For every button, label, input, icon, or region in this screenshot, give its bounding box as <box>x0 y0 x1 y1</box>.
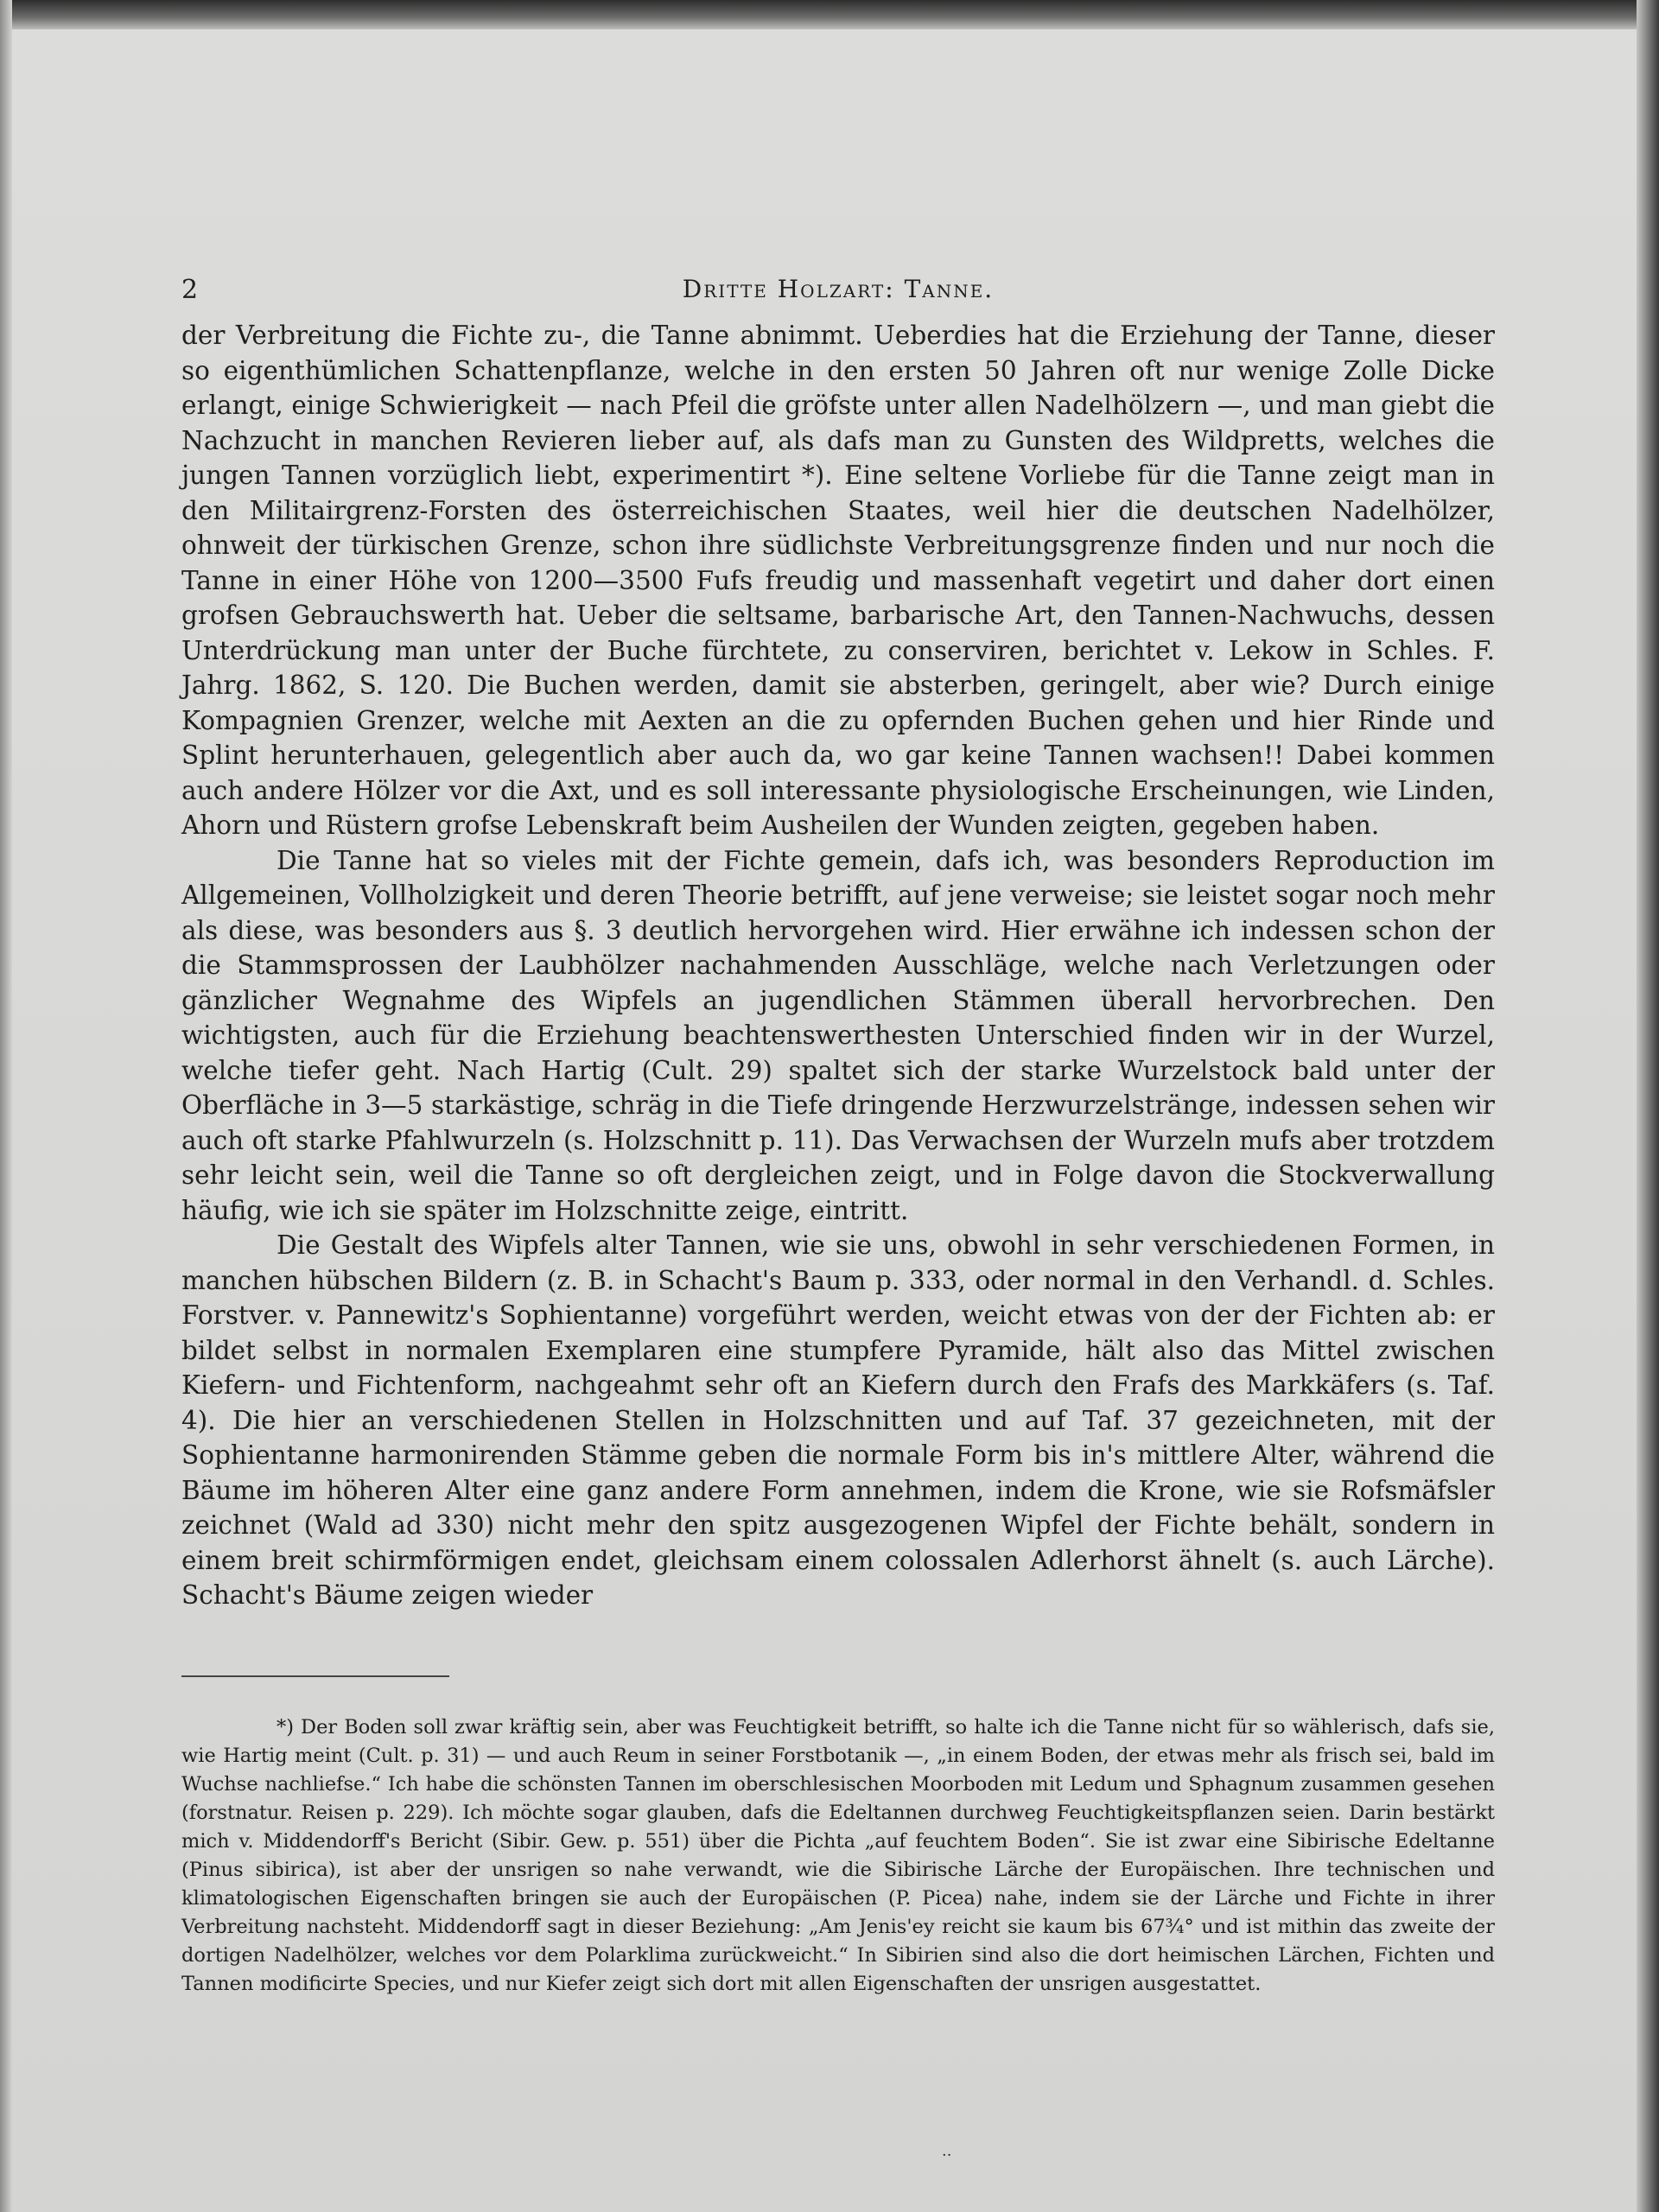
scan-right-edge <box>1637 0 1659 2212</box>
paragraph: der Verbreitung die Fichte zu-, die Tanne abnimmt. Ueberdies hat die Erziehung der Tanne, dieser so eigenthümlichen Schattenpflanze, welche in den ersten 50 Jahren oft nur wenige Zolle Dicke erlangt, einige Schwierigkeit — nach Pfeil die gröfste unter allen Nadelhölzern —, und man giebt die Nachzucht in manchen Revieren lieber auf, als dafs man zu Gunsten des Wildpretts, welches die jungen Tannen vorzüglich liebt, experimentirt *). Eine seltene Vorliebe für die Tanne zeigt man in den Militairgrenz-Forsten des österreichischen Staates, weil hier die deutschen Nadelhölzer, ohnweit der türkischen Grenze, schon ihre südlichste Verbreitungsgrenze finden und nur noch die Tanne in einer Höhe von 1200—3500 Fufs freudig und massenhaft vegetirt und daher dort einen grofsen Gebrauchswerth hat. Ueber die seltsame, barbarische Art, den Tannen-Nachwuchs, dessen Unterdrückung man unter der Buche fürchtete, zu conserviren, berichtet v. Lekow in Schles. F. Jahrg. 1862, S. 120. Die Buchen werden, damit sie absterben, geringelt, aber wie? Durch einige Kompagnien Grenzer, welche mit Aexten an die zu opfernden Buchen gehen und hier Rinde und Splint herunterhauen, gelegentlich aber auch da, wo gar keine Tannen wachsen!! Dabei kommen auch andere Hölzer vor die Axt, und es soll interessante physiologische Erscheinungen, wie Linden, Ahorn und Rüstern grofse Lebenskraft beim Ausheilen der Wunden zeigten, gegeben haben. <box>181 321 1495 840</box>
page-header <box>181 275 1495 313</box>
scan-top-edge <box>0 0 1659 29</box>
main-text <box>181 318 1495 1613</box>
paragraph: Die Tanne hat so vieles mit der Fichte gemein, dafs ich, was besonders Reproduction im Allgemeinen, Vollholzigkeit und deren Theorie betrifft, auf jene verweise; sie leistet sogar noch mehr als diese, was besonders aus §. 3 deutlich hervorgehen wird. Hier erwähne ich indessen schon der die Stammsprossen der Laubhölzer nachahmenden Ausschläge, welche nach Verletzungen oder gänzlicher Wegnahme des Wipfels an jugendlichen Stämmen überall hervorbrechen. Den wichtigsten, auch für die Erziehung beachtenswerthesten Unterschied finden wir in der Wurzel, welche tiefer geht. Nach Hartig (Cult. 29) spaltet sich der starke Wurzelstock bald unter der Oberfläche in 3—5 starkästige, schräg in die Tiefe dringende Herzwurzelstränge, indessen sehen wir auch oft starke Pfahlwurzeln (s. Holzschnitt p. 11). Das Verwachsen der Wurzeln mufs aber trotzdem sehr leicht sein, weil die Tanne so oft dergleichen zeigt, und in Folge davon die Stockverwallung häufig, wie ich sie später im Holzschnitte zeige, eintritt. <box>181 845 1495 1225</box>
running-title: Dritte Holzart: Tanne. <box>682 275 995 303</box>
footnote-text: *) Der Boden soll zwar kräftig sein, aber was Feuchtigkeit betrifft, so halte ich die Tanne nicht für so wählerisch, dafs sie, wie Hartig meint (Cult. p. 31) — und auch Reum in seiner Forstbotanik —, „in einem Boden, der etwas mehr als frisch sei, bald im Wuchse nachliefse.“ Ich habe die schönsten Tannen im oberschlesischen Moorboden mit Ledum und Sphagnum zusammen gesehen (forstnatur. Reisen p. 229). Ich möchte sogar glauben, dafs die Edeltannen durchweg Feuchtigkeitspflanzen seien. Darin bestärkt mich v. Middendorff's Bericht (Sibir. Gew. p. 551) über die Pichta „auf feuchtem Boden“. Sie ist zwar eine Sibirische Edeltanne (Pinus sibirica), ist aber der unsrigen so nahe verwandt, wie die Sibirische Lärche der Europäischen. Ihre technischen und klimatologischen Eigenschaften bringen sie auch der Europäischen (P. Picea) nahe, indem sie der Lärche und Fichte in ihrer Verbreitung nachsteht. Middendorff sagt in dieser Beziehung: „Am Jenis'ey reicht sie kaum bis 67¾° und ist mithin das zweite der dortigen Nadelhölzer, welches vor dem Polarklima zurückweicht.“ In Sibirien sind also die dort heimischen Lärchen, Fichten und Tannen modificirte Species, und nur Kiefer zeigt sich dort mit allen Eigenschaften der unsrigen ausgestattet. <box>181 1715 1495 1995</box>
page-number: 2 <box>181 275 199 305</box>
paragraph: Die Gestalt des Wipfels alter Tannen, wie sie uns, obwohl in sehr verschiedenen Formen, in manchen hübschen Bildern (z. B. in Schacht's Baum p. 333, oder normal in den Verhandl. d. Schles. Forstver. v. Pannewitz's Sophientanne) vorgeführt werden, weicht etwas von der der Fichten ab: er bildet selbst in normalen Exemplaren eine stumpfere Pyramide, hält also das Mittel zwischen Kiefern- und Fichtenform, nachgeahmt sehr oft an Kiefern durch den Frafs des Markkäfers (s. Taf. 4). Die hier an verschiedenen Stellen in Holzschnitten und auf Taf. 37 gezeichneten, mit der Sophientanne harmonirenden Stämme geben die normale Form bis in's mittlere Alter, während die Bäume im höheren Alter eine ganz andere Form annehmen, indem die Krone, wie sie Rofsmäfsler zeichnet (Wald ad 330) nicht mehr den spitz ausgezogenen Wipfel der Fichte behält, sondern in einem breit schirmförmigen endet, gleichsam einem colossalen Adlerhorst ähnelt (s. auch Lärche). Schacht's Bäume zeigen wieder <box>181 1230 1495 1610</box>
book-page <box>181 275 1495 1999</box>
scan-left-edge <box>0 0 12 2212</box>
bottom-marks: ·· <box>942 2146 952 2164</box>
footnote-separator <box>181 1675 449 1677</box>
footnote <box>181 1713 1495 1999</box>
